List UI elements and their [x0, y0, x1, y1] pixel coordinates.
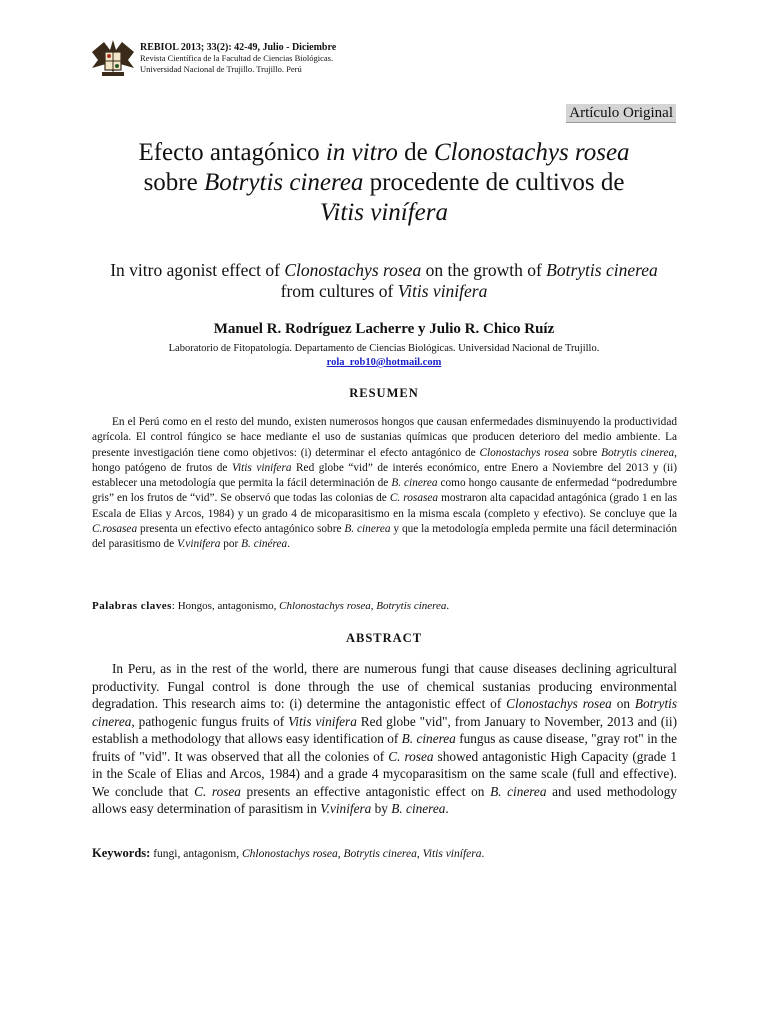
author-email[interactable] — [84, 357, 684, 368]
keywords-label: Keywords: — [92, 846, 151, 860]
journal-citation: REBIOL 2013; 33(2): 42-49, Julio - Diciembre — [140, 42, 337, 53]
keywords: Keywords: fungi, antagonism, Chlonostachys rosea, Botrytis cinerea, Vitis vinífera. — [92, 846, 485, 860]
article-type-badge: Artículo Original — [566, 104, 676, 123]
university-crest-logo — [90, 38, 136, 82]
email-link[interactable]: rola_rob10@hotmail.com — [326, 357, 442, 368]
article-title-es: Efecto antagónico in vitro de Clonostachys rosea sobre Botrytis cinerea procedente de cultivos de Vitis vinífera — [138, 139, 630, 226]
resumen-paragraph: En el Perú como en el resto del mundo, existen numerosos hongos que causan enfermedades disminuyendo la productividad agrícola. El control fúngico se hace mediante el uso de sustanias químicas que producen deterioro del medio ambiente. La presente investigación tiene como objetivos: (i) determinar el efecto antagónico de Clonostachys rosea sobre Botrytis cinerea, hongo patógeno de frutos de Vitis vinifera Red globe “vid” de interés económico, entre Enero a Noviembre del 2013 y (ii) establecer una metodología que permita la fácil determinación de B. cinerea como hongo causante de enfermedad “podredumbre gris” en los frutos de “vid”. Se observó que todas las colonias de C. rosasea mostraron alta capacidad antagónica (grado 1 en las Escala de Elias y Arcos, 1984) y un grado 4 de micoparasitismo en la misma escala (completo y efectivo). Se concluye que la C.rosasea presenta un efectivo efecto antagónico sobre B. cinerea y que la metodología empleda permite una fácil determinación del parasitismo de V.vinifera por B. cinérea. — [92, 416, 678, 551]
journal-institution: Universidad Nacional de Trujillo. Trujillo. Perú — [140, 64, 302, 74]
journal-name: Revista Científica de la Facultad de Ciencias Biológicas. — [140, 53, 334, 63]
palabras-claves: Palabras claves: Hongos, antagonismo, Chlonostachys rosea, Botrytis cinerea. — [92, 600, 450, 612]
author-affiliation: Laboratorio de Fitopatología. Departamento de Ciencias Biológicas. Universidad Nacional de Trujillo. — [168, 343, 600, 354]
abstract-heading: ABSTRACT — [345, 631, 423, 645]
journal-header — [90, 38, 690, 82]
palabras-claves-label: Palabras claves — [92, 600, 172, 612]
abstract-paragraph: In Peru, as in the rest of the world, there are numerous fungi that cause diseases declining agricultural productivity. Fungal control is done through the use of chemical sustanias producing environmental degradation. This research aims to: (i) determine the antagonistic effect of Clonostachys rosea on Botrytis cinerea, pathogenic fungus fruits of Vitis vinifera Red globe "vid", from January to November, 2013 and (ii) establish a methodology that allows easy identification of B. cinerea fungus as cause disease, "gray rot" in the fruits of "vid". It was observed that all the colonies of C. rosea showed antagonistic High Capacity (grade 1 in the Scale of Elias and Arcos, 1984) and a grade 4 mycoparasitism on the same scale (full and effective). We conclude that C. rosea presents an effective antagonistic effect on B. cinerea and used methodology allows easy determination of parasitism in V.vinifera by B. cinerea. — [92, 661, 678, 816]
resumen-heading: RESUMEN — [349, 386, 419, 400]
article-title-en: In vitro agonist effect of Clonostachys rosea on the growth of Botrytis cinerea from cultures of Vitis vinifera — [110, 260, 658, 301]
author-list: Manuel R. Rodríguez Lacherre y Julio R. Chico Ruíz — [213, 321, 555, 337]
